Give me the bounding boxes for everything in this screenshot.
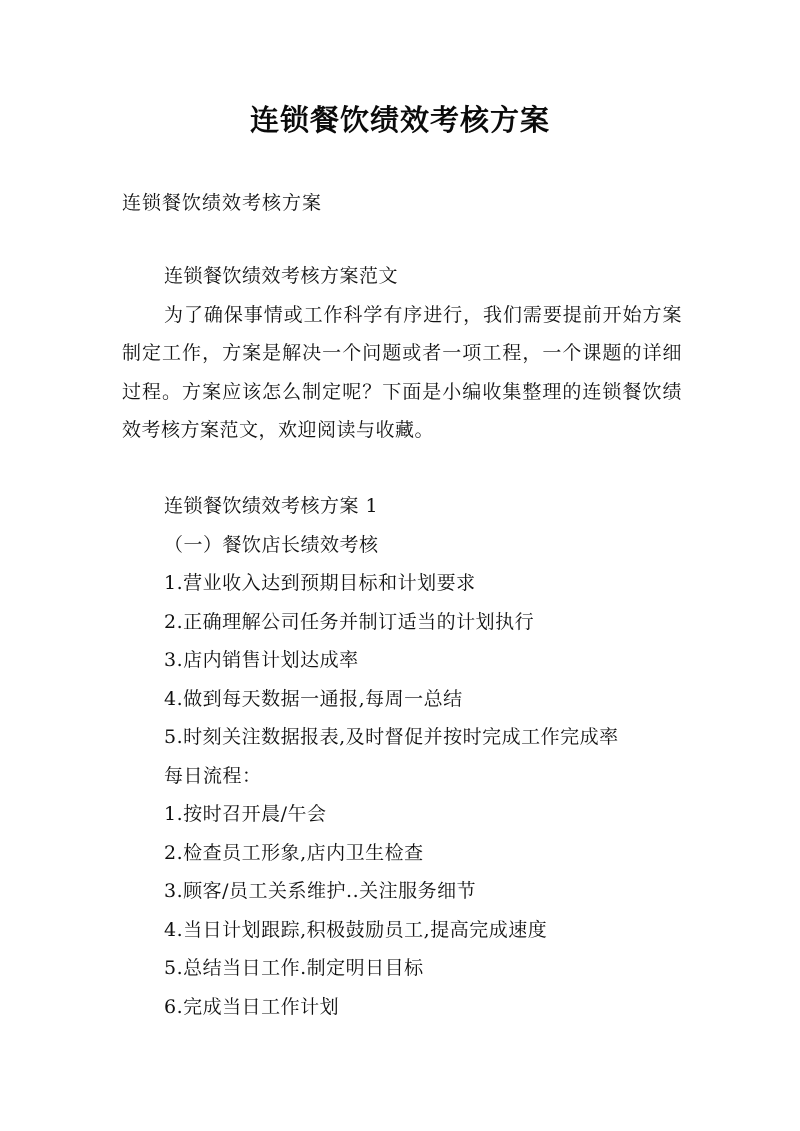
intro-block bbox=[122, 257, 682, 450]
daily-list-item: 5.总结当日工作.制定明日目标 bbox=[164, 957, 424, 979]
section-subheading: （一）餐饮店长绩效考核 bbox=[164, 533, 379, 556]
daily-list-item: 3.顾客/员工关系维护..关注服务细节 bbox=[164, 880, 477, 902]
daily-list-item: 4.当日计划跟踪,积极鼓励员工,提高完成速度 bbox=[164, 918, 548, 941]
daily-label: 每日流程： bbox=[164, 764, 262, 787]
daily-list-item: 2.检查员工形象,店内卫生检查 bbox=[164, 841, 424, 864]
list-item: 5.时刻关注数据报表,及时督促并按时完成工作完成率 bbox=[164, 726, 619, 748]
intro-heading: 连锁餐饮绩效考核方案范文 bbox=[164, 265, 399, 287]
document-subtitle: 连锁餐饮绩效考核方案 bbox=[122, 192, 323, 214]
daily-list-item: 6.完成当日工作计划 bbox=[164, 995, 340, 1018]
section-1 bbox=[122, 487, 682, 1026]
list-item: 4.做到每天数据一通报,每周一总结 bbox=[164, 687, 463, 710]
list-item: 1.营业收入达到预期目标和计划要求 bbox=[164, 572, 476, 594]
list-item: 3.店内销售计划达成率 bbox=[164, 649, 359, 671]
intro-paragraph: 为了确保事情或工作科学有序进行，我们需要提前开始方案制定工作，方案是解决一个问题或者一项工程，一个课题的详细过程。方案应该怎么制定呢？下面是小编收集整理的连锁餐饮绩效考核方案范文，欢迎阅读与收藏。 bbox=[122, 303, 682, 441]
document-title: 连锁餐饮绩效考核方案 bbox=[249, 103, 550, 137]
daily-list-item: 1.按时召开晨/午会 bbox=[164, 803, 327, 825]
list-item: 2.正确理解公司任务并制订适当的计划执行 bbox=[164, 610, 535, 633]
section-heading: 连锁餐饮绩效考核方案 1 bbox=[164, 495, 379, 517]
